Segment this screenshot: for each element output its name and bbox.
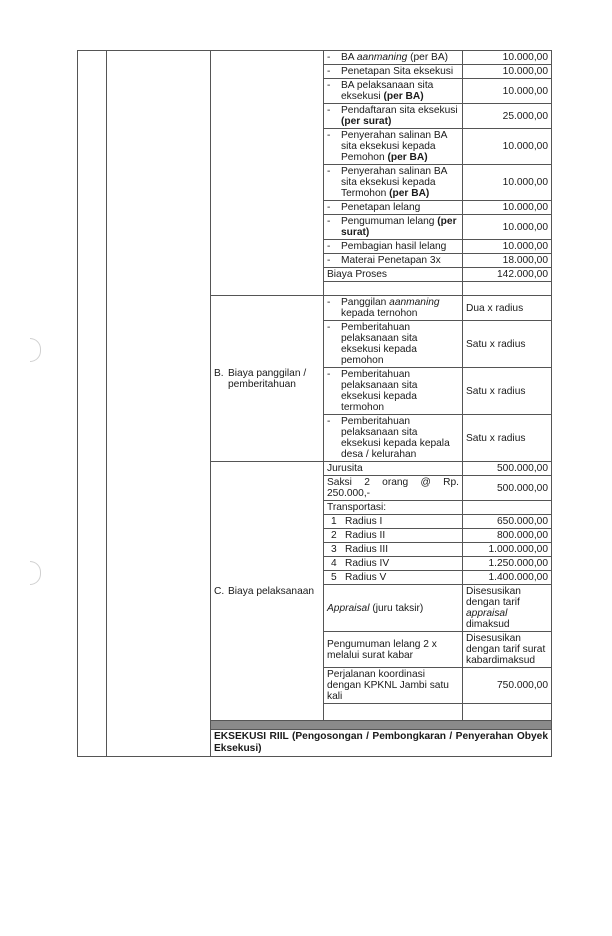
divider-bar	[211, 721, 552, 730]
amount-cell: 18.000,00	[463, 254, 552, 268]
jurusita-label: Jurusita	[324, 462, 463, 476]
radius-item: 3 Radius III	[324, 543, 463, 557]
amount-cell: 650.000,00	[463, 515, 552, 529]
punch-hole-bottom	[30, 561, 41, 585]
amount-cell: 1.000.000,00	[463, 543, 552, 557]
list-item: - BA aanmaning (per BA)	[324, 51, 463, 65]
tariff-note: Disesusikan dengan tarif appraisal dimaksud	[463, 585, 552, 632]
amount-cell: 10.000,00	[463, 79, 552, 104]
value-cell: Satu x radius	[463, 368, 552, 415]
amount-cell: 800.000,00	[463, 529, 552, 543]
value-cell: Satu x radius	[463, 415, 552, 462]
list-item: - BA pelaksanaan sita eksekusi (per BA)	[324, 79, 463, 104]
subtotal-amount: 142.000,00	[463, 268, 552, 282]
empty-cell	[463, 704, 552, 721]
perjalanan-label: Perjalanan koordinasi dengan KPKNL Jambi satu kali	[324, 668, 463, 704]
radius-item: 1 Radius I	[324, 515, 463, 529]
appraisal-label: Appraisal (juru taksir)	[324, 585, 463, 632]
empty-cell	[463, 282, 552, 296]
col-blank-1	[78, 51, 107, 757]
section-b-title: B. Biaya panggilan / pemberitahuan	[211, 296, 324, 462]
amount-cell: 500.000,00	[463, 462, 552, 476]
radius-item: 4 Radius IV	[324, 557, 463, 571]
list-item: - Penyerahan salinan BA sita eksekusi kepada Pemohon (per BA)	[324, 129, 463, 165]
eksekusi-riil-heading: EKSEKUSI RIIL (Pengosongan / Pembongkaran / Penyerahan Obyek Eksekusi)	[211, 730, 552, 757]
subtotal-label: Biaya Proses	[324, 268, 463, 282]
list-item: - Penyerahan salinan BA sita eksekusi kepada Termohon (per BA)	[324, 165, 463, 201]
list-item: - Pemberitahuan pelaksanaan sita eksekusi kepada termohon	[324, 368, 463, 415]
amount-cell: 10.000,00	[463, 215, 552, 240]
amount-cell: 10.000,00	[463, 51, 552, 65]
empty-cell	[324, 704, 463, 721]
list-item: - Panggilan aanmaning kepada ternohon	[324, 296, 463, 321]
table-row	[78, 51, 552, 65]
list-item: - Pengumuman lelang (per surat)	[324, 215, 463, 240]
amount-cell: 10.000,00	[463, 165, 552, 201]
empty-cell	[324, 282, 463, 296]
radius-item: 2 Radius II	[324, 529, 463, 543]
section-c-title: C. Biaya pelaksanaan	[211, 462, 324, 721]
saksi-label: Saksi 2 orang @ Rp. 250.000,-	[324, 476, 463, 501]
col-blank-2	[107, 51, 211, 757]
list-item: - Penetapan lelang	[324, 201, 463, 215]
empty-cell	[463, 501, 552, 515]
transport-label: Transportasi:	[324, 501, 463, 515]
list-item: - Materai Penetapan 3x	[324, 254, 463, 268]
amount-cell: 750.000,00	[463, 668, 552, 704]
amount-cell: 10.000,00	[463, 201, 552, 215]
amount-cell: 500.000,00	[463, 476, 552, 501]
value-cell: Satu x radius	[463, 321, 552, 368]
amount-cell: 10.000,00	[463, 65, 552, 79]
amount-cell: 25.000,00	[463, 104, 552, 129]
list-item: - Pemberitahuan pelaksanaan sita eksekusi kepada pemohon	[324, 321, 463, 368]
fee-table	[77, 50, 552, 757]
section-a-cell	[211, 51, 324, 296]
pengumuman-label: Pengumuman lelang 2 x melalui surat kabar	[324, 632, 463, 668]
tariff-note: Disesusikan dengan tarif surat kabardimaksud	[463, 632, 552, 668]
amount-cell: 10.000,00	[463, 129, 552, 165]
amount-cell: 1.250.000,00	[463, 557, 552, 571]
list-item: - Pembagian hasil lelang	[324, 240, 463, 254]
punch-hole-top	[30, 338, 41, 362]
amount-cell: 1.400.000,00	[463, 571, 552, 585]
list-item: - Pemberitahuan pelaksanaan sita eksekusi kepada kepala desa / kelurahan	[324, 415, 463, 462]
list-item: - Penetapan Sita eksekusi	[324, 65, 463, 79]
radius-item: 5 Radius V	[324, 571, 463, 585]
amount-cell: 10.000,00	[463, 240, 552, 254]
value-cell: Dua x radius	[463, 296, 552, 321]
list-item: - Pendaftaran sita eksekusi (per surat)	[324, 104, 463, 129]
